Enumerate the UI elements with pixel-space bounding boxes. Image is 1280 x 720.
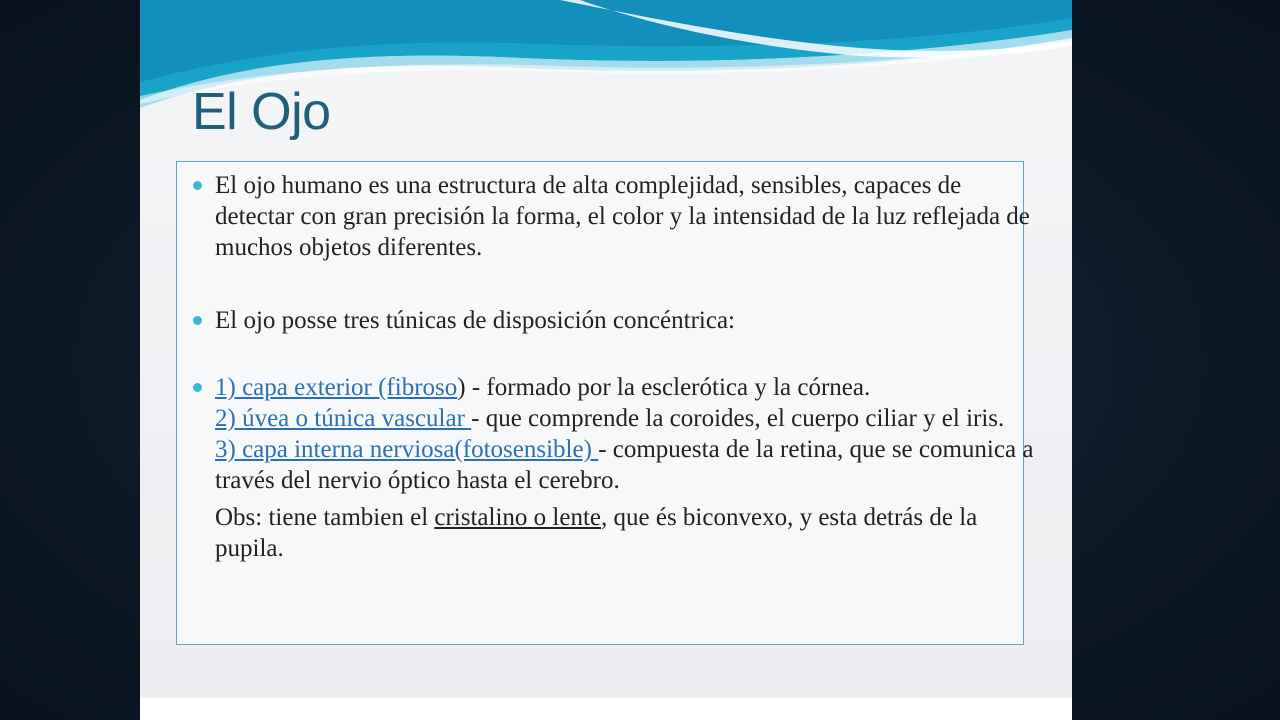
layer-2-link[interactable]: 2) úvea o túnica vascular (215, 405, 472, 432)
bullet-dot-icon (193, 181, 202, 190)
content-box (176, 161, 1034, 645)
slide-background (140, 0, 1072, 698)
observation-note (215, 502, 1035, 564)
layer-1-description: ) - formado por la esclerótica y la córnea. (457, 374, 871, 401)
slide-title: El Ojo (192, 83, 331, 141)
layer-2-description: - que comprende la coroides, el cuerpo ciliar y el iris. (471, 405, 1005, 432)
bullet-text: El ojo humano es una estructura de alta complejidad, sensibles, capaces de detectar con gran precisión la forma, el color y la intensidad de la luz reflejada de muchos objetos diferentes. (215, 172, 1030, 261)
crystalline-lens-term: cristalino o lente (434, 504, 602, 531)
obs-prefix: Obs: tiene tambien el (215, 504, 435, 531)
layer-1-link[interactable]: 1) capa exterior (fibroso (215, 374, 458, 401)
bullet-dot-icon (193, 316, 202, 325)
obs-suffix: , que és biconvexo, y esta detrás de la pupila. (215, 504, 978, 562)
bullet-dot-icon (193, 383, 202, 392)
bullet-text: El ojo posse tres túnicas de disposición concéntrica: (215, 307, 736, 334)
bullet-eye-description (191, 170, 1035, 263)
bullet-tunic-layers (191, 372, 1035, 564)
layer-3-link[interactable]: 3) capa interna nerviosa(fotosensible) (215, 436, 599, 463)
presentation-slide (140, 0, 1072, 720)
layer-3-description: - compuesta de la retina, que se comunica a través del nervio óptico hasta el cerebro. (215, 436, 1034, 494)
bullet-tunics-intro (191, 305, 1035, 336)
